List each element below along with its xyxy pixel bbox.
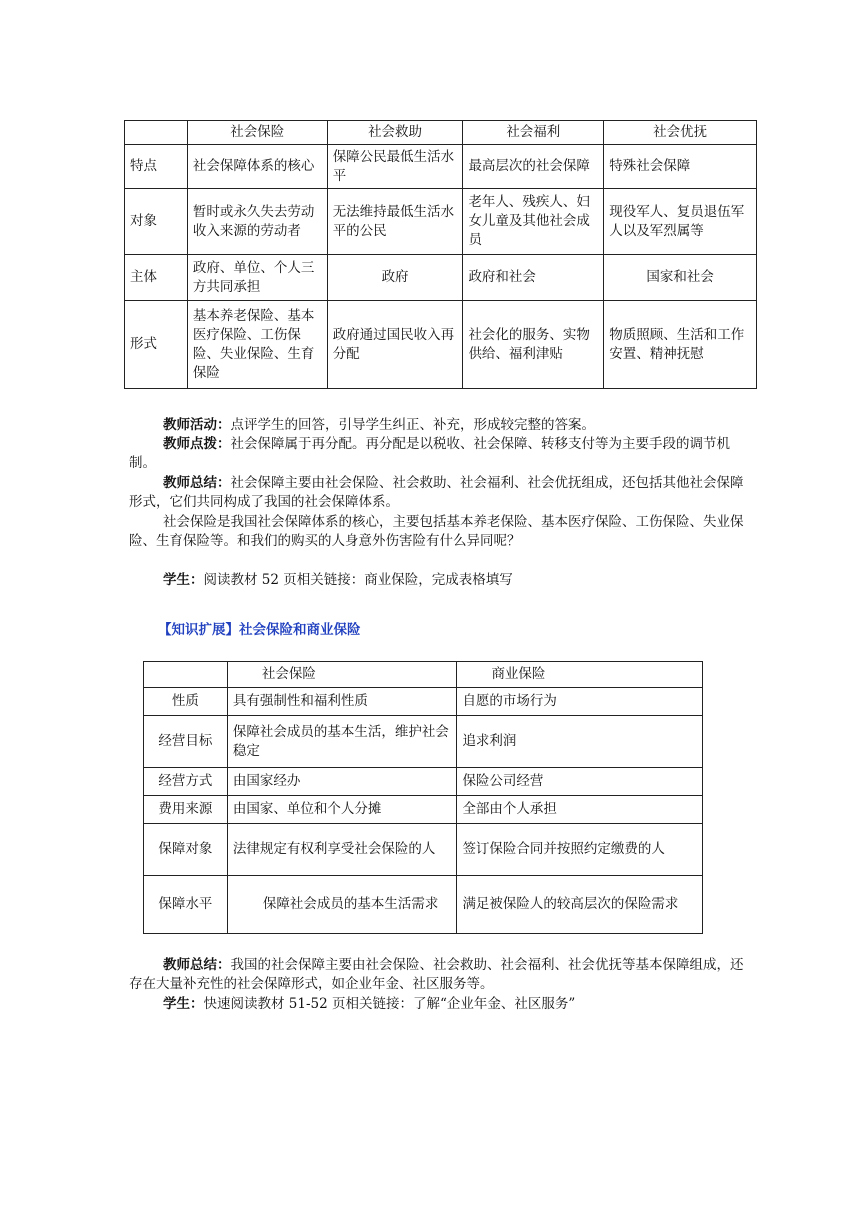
table-row [125,301,757,389]
paragraph-text: 点评学生的回答，引导学生纠正、补充，形成较完整的答案。 [230,417,595,433]
row-label: 形式 [125,301,188,389]
paragraph-teacher-summary-2 [129,956,755,994]
table-header-cell [125,121,188,145]
row-label: 经营方式 [144,768,228,796]
table-header-cell: 社会救助 [327,121,463,145]
table-cell: 最高层次的社会保障 [463,145,604,189]
table-row [144,688,703,716]
table-header-row [144,662,703,688]
social-security-comparison-table [124,120,757,389]
table-header-cell: 社会福利 [463,121,604,145]
table-row [125,255,757,301]
table-cell: 社会化的服务、实物供给、福利津贴 [463,301,604,389]
table-cell: 无法维持最低生活水平的公民 [327,189,463,255]
section-title: 【知识扩展】社会保险和商业保险 [158,622,361,638]
table-cell: 签订保险合同并按照约定缴费的人 [457,824,703,876]
paragraph-label: 学生： [163,572,204,588]
paragraph-label: 教师活动： [163,417,231,433]
paragraph-text: 阅读教材 52 页相关链接：商业保险，完成表格填写 [203,572,513,588]
table-cell-text: 保障社会成员的基本生活需求 [262,896,439,912]
table-cell: 基本养老保险、基本医疗保险、工伤保险、失业保险、生育保险 [187,301,327,389]
table-cell: 全部由个人承担 [457,796,703,824]
row-label: 经营目标 [144,716,228,768]
paragraph-teacher-hint [129,435,755,473]
paragraph-student-task [129,571,755,590]
table-cell: 保险公司经营 [457,768,703,796]
table-header-row [125,121,757,145]
table-cell: 国家和社会 [604,255,757,301]
row-label: 特点 [125,145,188,189]
table-cell: 保障社会成员的基本生活，维护社会稳定 [227,716,457,768]
table-cell: 物质照顾、生活和工作安置、精神抚慰 [604,301,757,389]
paragraph-social-insurance [129,513,755,551]
table-cell: 社会保障体系的核心 [187,145,327,189]
row-label: 保障水平 [144,876,228,934]
table-row [125,145,757,189]
paragraph-student-reading [129,995,755,1014]
paragraph-text: 社会保障主要由社会保险、社会救助、社会福利、社会优抚组成，还包括其他社会保障形式，它们共同构成了我国的社会保障体系。 [129,475,744,510]
table-cell: 政府通过国民收入再分配 [327,301,463,389]
table-cell: 老年人、残疾人、妇女儿童及其他社会成员 [463,189,604,255]
table-cell: 满足被保险人的较高层次的保险需求 [457,876,703,934]
table-header-cell: 社会保险 [187,121,327,145]
row-label: 费用来源 [144,796,228,824]
row-label: 对象 [125,189,188,255]
table-cell [227,876,457,934]
table-cell: 由国家、单位和个人分摊 [227,796,457,824]
paragraph-text: 社会保障属于再分配。再分配是以税收、社会保障、转移支付等为主要手段的调节机制。 [129,436,730,471]
paragraph-label: 教师总结： [163,957,231,973]
table-row [144,876,703,934]
table-cell: 特殊社会保障 [604,145,757,189]
paragraph-label: 学生： [163,996,204,1012]
table-row [144,716,703,768]
paragraph-text: 快速阅读教材 51-52 页相关链接：了解“企业年金、社区服务” [203,996,576,1012]
table-cell: 追求利润 [457,716,703,768]
table-row [125,189,757,255]
table-cell: 现役军人、复员退伍军人以及军烈属等 [604,189,757,255]
table-cell: 自愿的市场行为 [457,688,703,716]
table-cell: 具有强制性和福利性质 [227,688,457,716]
table-header-cell: 社会优抚 [604,121,757,145]
table-cell: 政府、单位、个人三方共同承担 [187,255,327,301]
table-cell: 保障公民最低生活水平 [327,145,463,189]
table-cell: 政府 [327,255,463,301]
table-cell: 政府和社会 [463,255,604,301]
paragraph-teacher-summary [129,474,755,512]
table-header-cell: 社会保险 [227,662,457,688]
paragraph-label: 教师点拨： [163,436,231,452]
table-header-cell [144,662,228,688]
paragraph-text: 我国的社会保障主要由社会保险、社会救助、社会福利、社会优抚等基本保障组成，还存在大量补充性的社会保障形式，如企业年金、社区服务等。 [129,957,744,992]
row-label: 保障对象 [144,824,228,876]
paragraph-text: 社会保险是我国社会保障体系的核心，主要包括基本养老保险、基本医疗保险、工伤保险、失业保险、生育保险等。和我们的购买的人身意外伤害险有什么异同呢？ [129,514,744,549]
table-cell: 暂时或永久失去劳动收入来源的劳动者 [187,189,327,255]
table-row [144,824,703,876]
paragraph-teacher-activity [129,416,755,435]
row-label: 主体 [125,255,188,301]
insurance-comparison-table [143,661,703,934]
table-header-cell: 商业保险 [457,662,703,688]
table-cell: 法律规定有权利享受社会保险的人 [227,824,457,876]
row-label: 性质 [144,688,228,716]
table-cell: 由国家经办 [227,768,457,796]
table-row [144,768,703,796]
table-row [144,796,703,824]
paragraph-label: 教师总结： [163,475,231,491]
